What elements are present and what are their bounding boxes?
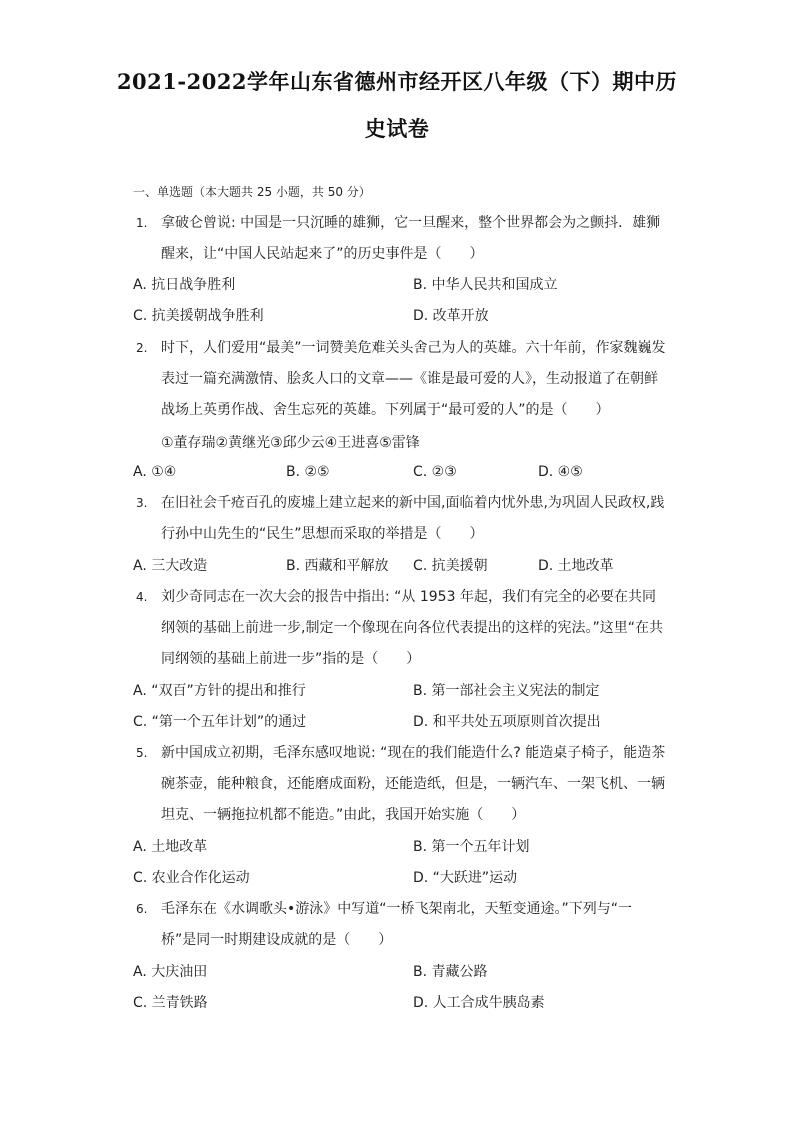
question-text: 时下，人们爱用“最美”一词赞美危难关头舍己为人的英雄。六十年前，作家魏巍发表过一篇充满激情、脍炙人口的文章——《谁是最可爱的人》，生动报道了在朝鲜战场上英勇作战、舍生忘死的英雄。下列属于“最可爱的人”的是（ ）	[161, 340, 666, 418]
option-a: A. 三大改造	[133, 558, 208, 574]
question-text: 毛泽东在《水调歌头•游泳》中写道“一桥飞架南北，天堑变通途。”下列与“一桥”是同一时期建设成就的是（ ）	[161, 901, 633, 948]
question-1	[136, 208, 666, 270]
option-d: D. 人工合成牛胰岛素	[413, 995, 545, 1011]
option-c: C. 抗美援朝战争胜利	[133, 308, 264, 324]
option-a: A. “双百”方针的提出和推行	[133, 683, 306, 699]
exam-title-line1: 2021-2022学年山东省德州市经开区八年级（下）期中历	[116, 69, 678, 94]
question-4	[136, 582, 666, 675]
question-text: 刘少奇同志在一次大会的报告中指出: “从 1953 年起，我们有完全的必要在共同纲领的基础上前进一步,制定一个像现在向各位代表提出的这样的宪法。”这里“在共同纲领的基础上前进一步”指的是（ ）	[161, 589, 663, 667]
option-c: C. 抗美援朝	[413, 558, 488, 574]
option-b: B. 第一个五年计划	[413, 839, 530, 855]
question-5	[136, 738, 666, 831]
option-b: B. 第一部社会主义宪法的制定	[413, 683, 600, 699]
option-d: D. ④⑤	[538, 464, 583, 480]
option-a: A. 土地改革	[133, 839, 208, 855]
question-6	[136, 894, 666, 956]
question-sub-list: ①董存瑞②黄继光③邱少云④王进喜⑤雷锋	[161, 435, 420, 451]
option-b: B. 青藏公路	[413, 964, 488, 980]
option-c: C. ②③	[413, 464, 457, 480]
question-text: 新中国成立初期，毛泽东感叹地说: “现在的我们能造什么? 能造桌子椅子，能造茶碗茶壶，能种粮食，还能磨成面粉，还能造纸，但是，一辆汽车、一架飞机、一辆坦克、一辆拖拉机都不能造。”由此，我国开始实施（ ）	[161, 745, 666, 823]
question-number: 1.	[136, 216, 148, 230]
option-a: A. 抗日战争胜利	[133, 277, 236, 293]
option-b: B. 西藏和平解放	[286, 558, 389, 574]
option-b: B. ②⑤	[286, 464, 330, 480]
question-number: 5.	[136, 746, 148, 760]
option-d: D. 土地改革	[538, 558, 614, 574]
option-c: C. “第一个五年计划”的通过	[133, 714, 307, 730]
question-text: 拿破仑曾说: 中国是一只沉睡的雄狮，它一旦醒来，整个世界都会为之颤抖．雄狮醒来，让“中国人民站起来了”的历史事件是（ ）	[161, 215, 661, 262]
option-d: D. 改革开放	[413, 308, 489, 324]
option-d: D. “大跃进”运动	[413, 870, 518, 886]
option-c: C. 农业合作化运动	[133, 870, 250, 886]
option-a: A. 大庆油田	[133, 964, 208, 980]
question-2	[136, 333, 666, 426]
option-d: D. 和平共处五项原则首次提出	[413, 714, 601, 730]
question-number: 2.	[136, 341, 148, 355]
exam-title-line2: 史试卷	[364, 116, 430, 141]
question-3	[136, 488, 666, 550]
question-number: 3.	[136, 496, 148, 510]
section-heading: 一、单选题（本大题共 25 小题，共 50 分）	[133, 185, 371, 199]
question-number: 6.	[136, 902, 148, 916]
question-number: 4.	[136, 590, 148, 604]
option-c: C. 兰青铁路	[133, 995, 208, 1011]
option-a: A. ①④	[133, 464, 177, 480]
question-text: 在旧社会千疮百孔的废墟上建立起来的新中国,面临着内忧外患,为巩固人民政权,践行孙中山先生的“民生”思想而采取的举措是（ ）	[161, 495, 665, 542]
option-b: B. 中华人民共和国成立	[413, 277, 558, 293]
